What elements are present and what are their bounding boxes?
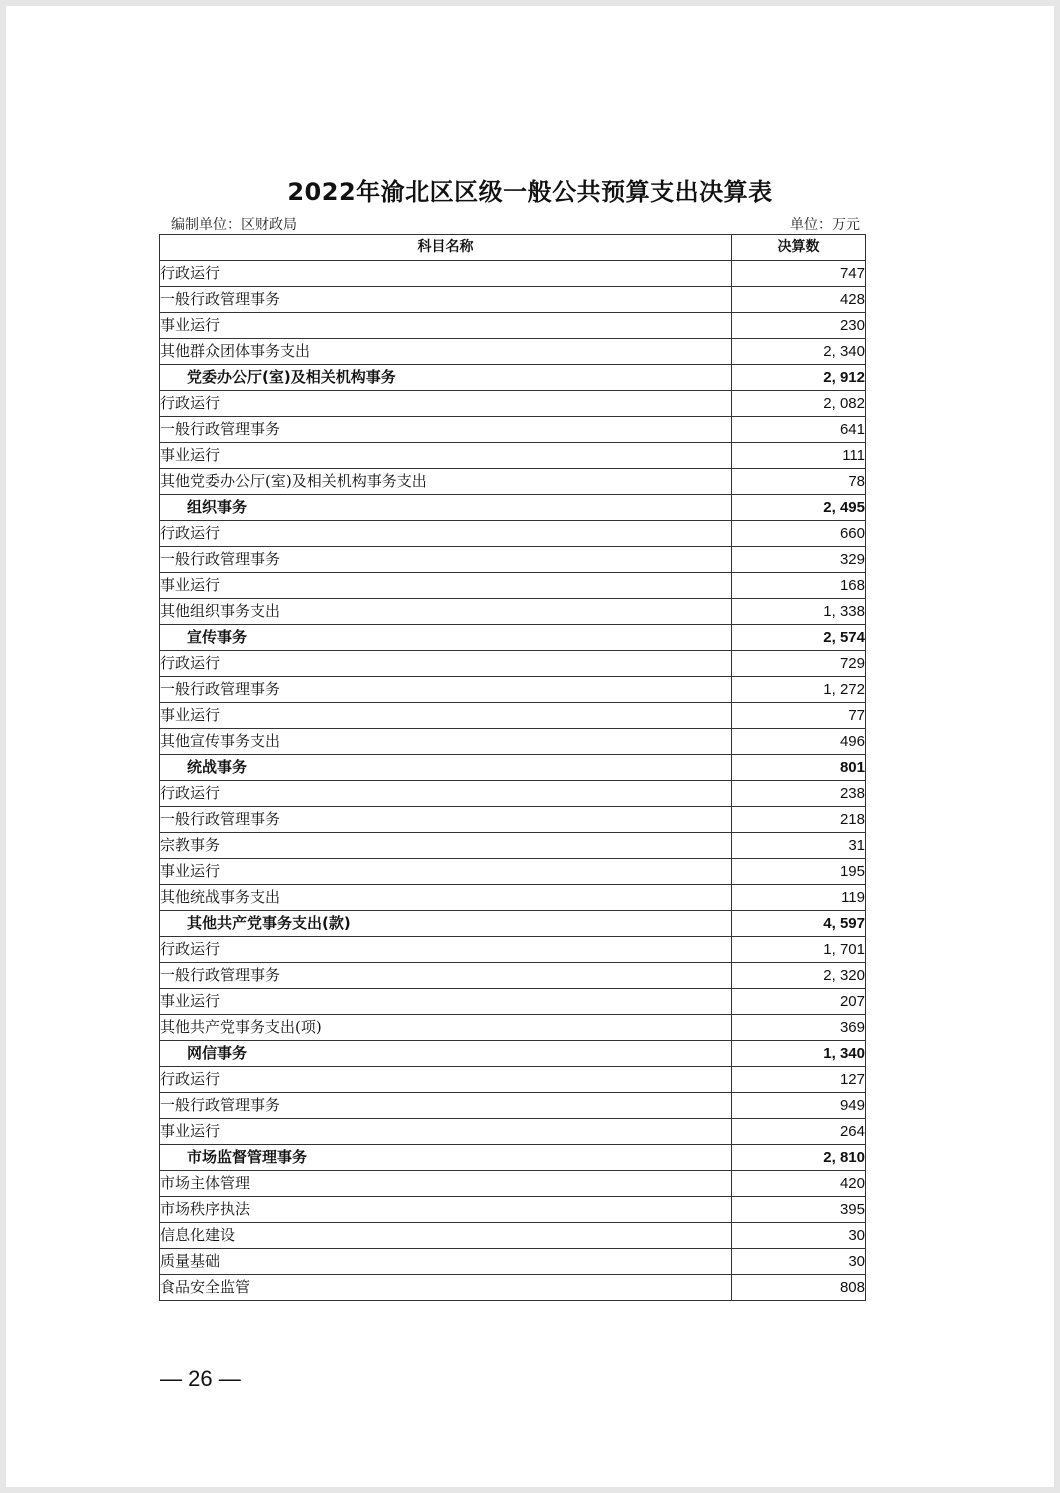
table-row bbox=[160, 989, 866, 1015]
amount-cell: 1, 338 bbox=[732, 599, 866, 625]
category-row bbox=[160, 625, 866, 651]
amount-cell: 2, 912 bbox=[732, 365, 866, 391]
amount-cell: 238 bbox=[732, 781, 866, 807]
amount-cell: 369 bbox=[732, 1015, 866, 1041]
subject-name-cell: 组织事务 bbox=[160, 495, 732, 521]
subject-name-cell: 其他宣传事务支出 bbox=[160, 729, 732, 755]
subject-name-cell: 行政运行 bbox=[160, 261, 732, 287]
subject-name-cell: 事业运行 bbox=[160, 443, 732, 469]
amount-cell: 1, 340 bbox=[732, 1041, 866, 1067]
subject-name-cell: 一般行政管理事务 bbox=[160, 287, 732, 313]
table-row bbox=[160, 469, 866, 495]
table-row bbox=[160, 313, 866, 339]
amount-cell: 729 bbox=[732, 651, 866, 677]
subject-name-cell: 事业运行 bbox=[160, 859, 732, 885]
subject-name-cell: 事业运行 bbox=[160, 1119, 732, 1145]
amount-cell: 218 bbox=[732, 807, 866, 833]
subject-name-cell: 行政运行 bbox=[160, 651, 732, 677]
amount-cell: 207 bbox=[732, 989, 866, 1015]
subject-name-cell: 市场主体管理 bbox=[160, 1171, 732, 1197]
document-page bbox=[6, 6, 1054, 1487]
subject-name-cell: 宣传事务 bbox=[160, 625, 732, 651]
amount-cell: 2, 574 bbox=[732, 625, 866, 651]
amount-cell: 2, 320 bbox=[732, 963, 866, 989]
amount-cell: 428 bbox=[732, 287, 866, 313]
category-row bbox=[160, 755, 866, 781]
header-final-amount: 决算数 bbox=[732, 235, 866, 261]
table-row bbox=[160, 599, 866, 625]
amount-cell: 496 bbox=[732, 729, 866, 755]
unit-label: 单位：万元 bbox=[790, 217, 860, 233]
subject-name-cell: 行政运行 bbox=[160, 1067, 732, 1093]
amount-cell: 660 bbox=[732, 521, 866, 547]
table-row bbox=[160, 573, 866, 599]
amount-cell: 801 bbox=[732, 755, 866, 781]
amount-cell: 949 bbox=[732, 1093, 866, 1119]
amount-cell: 31 bbox=[732, 833, 866, 859]
compiler-label: 编制单位：区财政局 bbox=[171, 217, 297, 233]
table-row bbox=[160, 703, 866, 729]
subject-name-cell: 一般行政管理事务 bbox=[160, 417, 732, 443]
table-row bbox=[160, 417, 866, 443]
amount-cell: 78 bbox=[732, 469, 866, 495]
table-body bbox=[160, 261, 866, 1301]
subject-name-cell: 市场秩序执法 bbox=[160, 1197, 732, 1223]
amount-cell: 2, 340 bbox=[732, 339, 866, 365]
document-title: 2022年渝北区区级一般公共预算支出决算表 bbox=[287, 178, 773, 206]
subject-name-cell: 行政运行 bbox=[160, 391, 732, 417]
table-row bbox=[160, 1249, 866, 1275]
amount-cell: 230 bbox=[732, 313, 866, 339]
amount-cell: 329 bbox=[732, 547, 866, 573]
table-row bbox=[160, 1015, 866, 1041]
table-row bbox=[160, 261, 866, 287]
amount-cell: 119 bbox=[732, 885, 866, 911]
table-row bbox=[160, 339, 866, 365]
category-row bbox=[160, 365, 866, 391]
amount-cell: 395 bbox=[732, 1197, 866, 1223]
subject-name-cell: 其他组织事务支出 bbox=[160, 599, 732, 625]
table-row bbox=[160, 1119, 866, 1145]
table-row bbox=[160, 287, 866, 313]
table-row bbox=[160, 833, 866, 859]
subject-name-cell: 事业运行 bbox=[160, 573, 732, 599]
subject-name-cell: 统战事务 bbox=[160, 755, 732, 781]
amount-cell: 641 bbox=[732, 417, 866, 443]
table-row bbox=[160, 781, 866, 807]
subject-name-cell: 其他统战事务支出 bbox=[160, 885, 732, 911]
category-row bbox=[160, 495, 866, 521]
amount-cell: 168 bbox=[732, 573, 866, 599]
table-row bbox=[160, 1093, 866, 1119]
amount-cell: 2, 082 bbox=[732, 391, 866, 417]
table-row bbox=[160, 885, 866, 911]
subject-name-cell: 其他共产党事务支出(款) bbox=[160, 911, 732, 937]
amount-cell: 420 bbox=[732, 1171, 866, 1197]
amount-cell: 127 bbox=[732, 1067, 866, 1093]
amount-cell: 111 bbox=[732, 443, 866, 469]
table-row bbox=[160, 937, 866, 963]
subject-name-cell: 一般行政管理事务 bbox=[160, 807, 732, 833]
subject-name-cell: 事业运行 bbox=[160, 703, 732, 729]
table-row bbox=[160, 859, 866, 885]
subject-name-cell: 事业运行 bbox=[160, 989, 732, 1015]
subject-name-cell: 其他共产党事务支出(项) bbox=[160, 1015, 732, 1041]
amount-cell: 747 bbox=[732, 261, 866, 287]
table-row bbox=[160, 1067, 866, 1093]
budget-table bbox=[159, 234, 866, 1301]
amount-cell: 30 bbox=[732, 1223, 866, 1249]
subject-name-cell: 党委办公厅(室)及相关机构事务 bbox=[160, 365, 732, 391]
subject-name-cell: 一般行政管理事务 bbox=[160, 963, 732, 989]
subject-name-cell: 其他党委办公厅(室)及相关机构事务支出 bbox=[160, 469, 732, 495]
amount-cell: 4, 597 bbox=[732, 911, 866, 937]
amount-cell: 30 bbox=[732, 1249, 866, 1275]
table-row bbox=[160, 521, 866, 547]
table-row bbox=[160, 443, 866, 469]
table-row bbox=[160, 729, 866, 755]
table-row bbox=[160, 1171, 866, 1197]
table-row bbox=[160, 547, 866, 573]
subject-name-cell: 宗教事务 bbox=[160, 833, 732, 859]
subject-name-cell: 行政运行 bbox=[160, 937, 732, 963]
category-row bbox=[160, 1041, 866, 1067]
subject-name-cell: 事业运行 bbox=[160, 313, 732, 339]
amount-cell: 2, 495 bbox=[732, 495, 866, 521]
header-subject-name: 科目名称 bbox=[160, 235, 732, 261]
amount-cell: 1, 272 bbox=[732, 677, 866, 703]
table-header-row bbox=[160, 235, 866, 261]
table-row bbox=[160, 651, 866, 677]
table-row bbox=[160, 807, 866, 833]
table-row bbox=[160, 677, 866, 703]
table-row bbox=[160, 391, 866, 417]
subject-name-cell: 一般行政管理事务 bbox=[160, 677, 732, 703]
subject-name-cell: 网信事务 bbox=[160, 1041, 732, 1067]
amount-cell: 77 bbox=[732, 703, 866, 729]
amount-cell: 2, 810 bbox=[732, 1145, 866, 1171]
table-row bbox=[160, 1223, 866, 1249]
subject-name-cell: 行政运行 bbox=[160, 781, 732, 807]
amount-cell: 195 bbox=[732, 859, 866, 885]
page-number: — 26 — bbox=[160, 1366, 241, 1391]
table-row bbox=[160, 963, 866, 989]
category-row bbox=[160, 1145, 866, 1171]
subject-name-cell: 市场监督管理事务 bbox=[160, 1145, 732, 1171]
category-row bbox=[160, 911, 866, 937]
table-row bbox=[160, 1275, 866, 1301]
subject-name-cell: 质量基础 bbox=[160, 1249, 732, 1275]
subject-name-cell: 食品安全监管 bbox=[160, 1275, 732, 1301]
subject-name-cell: 一般行政管理事务 bbox=[160, 547, 732, 573]
table-row bbox=[160, 1197, 866, 1223]
subject-name-cell: 信息化建设 bbox=[160, 1223, 732, 1249]
amount-cell: 808 bbox=[732, 1275, 866, 1301]
amount-cell: 264 bbox=[732, 1119, 866, 1145]
amount-cell: 1, 701 bbox=[732, 937, 866, 963]
subject-name-cell: 一般行政管理事务 bbox=[160, 1093, 732, 1119]
subject-name-cell: 行政运行 bbox=[160, 521, 732, 547]
subject-name-cell: 其他群众团体事务支出 bbox=[160, 339, 732, 365]
